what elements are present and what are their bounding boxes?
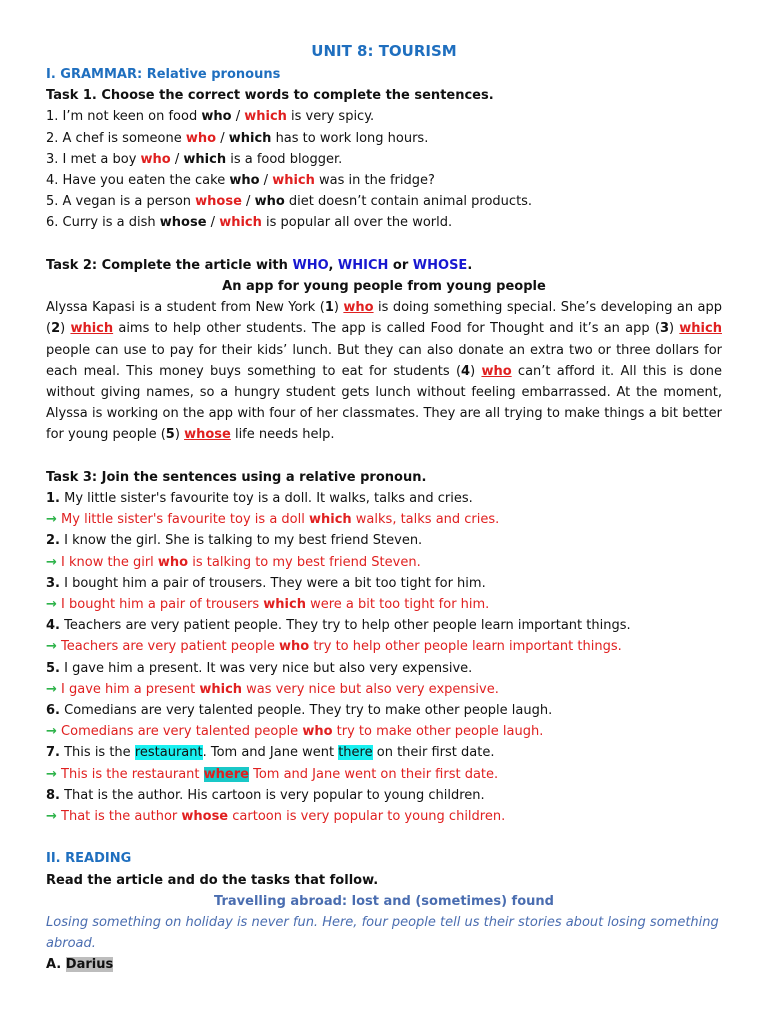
task1-item: 3. I met a boy who / which is a food blogger. <box>46 151 343 167</box>
task3-answer <box>46 594 722 615</box>
task1-item: 5. A vegan is a person whose / who diet doesn’t contain animal products. <box>46 194 533 210</box>
task2-heading <box>46 255 722 276</box>
body-text: ) <box>333 300 344 316</box>
separator: . <box>467 257 473 273</box>
grammar-heading: I. GRAMMAR: Relative pronouns <box>46 67 281 82</box>
answer-text: Tom and Jane went on their first date. <box>248 766 499 782</box>
question-number: 3. <box>46 575 60 591</box>
reading-heading: II. READING <box>46 851 132 867</box>
arrow-right-icon: → <box>46 639 57 655</box>
answer-1: who <box>343 300 374 316</box>
task3-question <box>46 530 722 551</box>
keyword-which: WHICH <box>337 257 389 273</box>
body-text: ) <box>668 321 680 337</box>
answer-pronoun: which <box>263 597 306 613</box>
gap-number: 1 <box>324 300 334 316</box>
answer-text: is talking to my best friend Steven. <box>188 554 421 570</box>
task3-question <box>46 700 722 721</box>
separator: or <box>388 257 413 273</box>
arrow-right-icon: → <box>46 724 57 740</box>
reading-intro: Losing something on holiday is never fun. Here, four people tell us their stories about losing something abroad. <box>46 915 719 952</box>
task3-list <box>46 488 722 827</box>
body-text: Alyssa Kapasi is a student from New York ( <box>46 300 325 316</box>
gap-number: 5 <box>165 427 175 443</box>
reading-article-title: Travelling abroad: lost and (sometimes) found <box>214 893 554 909</box>
item-text: is popular all over the world. <box>261 215 453 231</box>
answer-pronoun: whose <box>181 809 229 825</box>
question-text: My little sister's favourite toy is a doll. It walks, talks and cries. <box>59 491 473 507</box>
task3-answer <box>46 764 722 785</box>
task3-answer <box>46 552 722 573</box>
task3-question <box>46 785 722 806</box>
question-text: Comedians are very talented people. They try to make other people laugh. <box>59 703 553 719</box>
body-text: can’t afford it. All this is done without giving names, so a hungry student gets lunch without feeling embarrassed. At the moment, Alyssa is working on the app with four of her classmates. They are all trying to make things a bit better for young people ( <box>46 363 722 443</box>
option-which: which <box>183 151 227 167</box>
item-text: 6. Curry is a dish <box>46 215 160 231</box>
question-text: I gave him a present. It was very nice but also very expensive. <box>59 660 473 676</box>
option-who: who <box>254 194 285 210</box>
item-text: is very spicy. <box>286 109 375 125</box>
answer-pronoun: which <box>308 512 352 528</box>
gap-number: 4 <box>461 363 471 379</box>
question-text: This is the <box>59 745 135 761</box>
unit-title: UNIT 8: TOURISM <box>311 42 457 60</box>
answer-text: I know the girl <box>56 554 158 570</box>
answer-4: who <box>481 363 512 379</box>
question-text: I know the girl. She is talking to my best friend Steven. <box>59 533 423 549</box>
task3-question <box>46 658 722 679</box>
option-whose-correct: whose <box>195 194 242 210</box>
task3-answer <box>46 509 722 530</box>
keyword-whose: WHOSE <box>412 257 468 273</box>
answer-text: Comedians are very talented people <box>56 724 303 740</box>
task3-answer <box>46 636 722 657</box>
answer-text: My little sister's favourite toy is a doll <box>56 512 309 528</box>
answer-3: which <box>679 321 722 337</box>
question-text: on their first date. <box>372 745 495 761</box>
arrow-right-icon: → <box>46 766 57 782</box>
reading-instruction: Read the article and do the tasks that follow. <box>46 872 379 888</box>
task3-answer <box>46 721 722 742</box>
task3-answer <box>46 679 722 700</box>
item-text: was in the fridge? <box>314 173 435 189</box>
gap-number: 3 <box>659 321 669 337</box>
item-text: has to work long hours. <box>271 130 429 146</box>
question-text: I bought him a pair of trousers. They were a bit too tight for him. <box>59 575 486 591</box>
question-number: 1. <box>46 491 60 507</box>
answer-5: whose <box>184 427 231 443</box>
separator: , <box>328 257 338 273</box>
answer-pronoun: who <box>157 554 189 570</box>
option-who-correct: who <box>185 130 217 146</box>
answer-text: cartoon is very popular to young children. <box>228 809 506 825</box>
answer-text: try to help other people learn important things. <box>309 639 622 655</box>
reading-person-a <box>46 954 722 975</box>
answer-text: was very nice but also very expensive. <box>242 681 499 697</box>
option-who: who <box>229 173 260 189</box>
arrow-right-icon: → <box>46 597 57 613</box>
question-text: . Tom and Jane went <box>202 745 339 761</box>
answer-2: which <box>70 321 114 337</box>
option-which-correct: which <box>244 109 287 125</box>
question-number: 6. <box>46 703 60 719</box>
question-number: 7. <box>46 745 60 761</box>
body-text: people can use to pay for their kids’ lunch. But they can also donate an extra two or three dollars for each meal. This money buys something to eat for students ( <box>46 342 722 379</box>
answer-text: This is the restaurant <box>56 766 204 782</box>
answer-text: try to make other people laugh. <box>332 724 544 740</box>
question-number: 5. <box>46 660 60 676</box>
task3-question <box>46 742 722 763</box>
highlighted-word: restaurant <box>134 745 203 761</box>
body-text: ) <box>60 321 71 337</box>
answer-text: Teachers are very patient people <box>56 639 279 655</box>
task2-article-body <box>46 297 722 445</box>
item-text: diet doesn’t contain animal products. <box>284 194 533 210</box>
answer-pronoun: which <box>199 681 243 697</box>
body-text: ) <box>174 427 185 443</box>
task1-item: 1. I’m not keen on food who / which is very spicy. <box>46 109 375 125</box>
answer-text: were a bit too tight for him. <box>305 597 490 613</box>
item-text: is a food blogger. <box>226 151 343 167</box>
option-which-correct: which <box>219 215 262 231</box>
question-number: 4. <box>46 618 60 634</box>
task3-question <box>46 488 722 509</box>
answer-text: I bought him a pair of trousers <box>56 597 264 613</box>
question-text: That is the author. His cartoon is very popular to young children. <box>59 787 485 803</box>
task1-item: 2. A chef is someone who / which has to work long hours. <box>46 130 429 146</box>
question-number: 8. <box>46 787 60 803</box>
answer-text: I gave him a present <box>56 681 200 697</box>
arrow-right-icon: → <box>46 554 57 570</box>
answer-text: That is the author <box>56 809 182 825</box>
gap-number: 2 <box>51 321 61 337</box>
answer-pronoun: who <box>278 639 310 655</box>
task2-article-title: An app for young people from young people <box>222 279 546 295</box>
arrow-right-icon: → <box>46 809 57 825</box>
arrow-right-icon: → <box>46 512 57 528</box>
task1-list <box>46 106 722 233</box>
task1-heading: Task 1. Choose the correct words to complete the sentences. <box>46 88 494 104</box>
keyword-who: WHO <box>292 257 329 273</box>
item-text: 2. A chef is someone <box>46 130 186 146</box>
task3-answer <box>46 806 722 827</box>
body-text: life needs help. <box>230 427 335 443</box>
worksheet-page <box>46 40 722 976</box>
option-which: which <box>228 130 272 146</box>
highlighted-word: there <box>338 745 373 761</box>
task1-item: 6. Curry is a dish whose / which is popular all over the world. <box>46 215 453 231</box>
task3-question <box>46 615 722 636</box>
answer-pronoun: who <box>302 724 333 740</box>
task3-heading: Task 3: Join the sentences using a relative pronoun. <box>46 469 427 485</box>
answer-pronoun: where <box>203 766 249 782</box>
heading-text: Task 2: Complete the article with <box>46 257 293 273</box>
task3-question <box>46 573 722 594</box>
item-text: 1. I’m not keen on food <box>46 109 202 125</box>
option-who-correct: who <box>140 151 171 167</box>
item-text: 5. A vegan is a person <box>46 194 196 210</box>
body-text: aims to help other students. The app is called Food for Thought and it’s an app ( <box>113 321 660 337</box>
option-whose: whose <box>159 215 207 231</box>
question-number: 2. <box>46 533 60 549</box>
option-which-correct: which <box>272 173 315 189</box>
person-label: A. <box>46 957 66 973</box>
answer-text: walks, talks and cries. <box>351 512 500 528</box>
person-name: Darius <box>65 957 114 973</box>
item-text: 3. I met a boy <box>46 151 141 167</box>
question-text: Teachers are very patient people. They try to help other people learn important things. <box>59 618 631 634</box>
option-who: who <box>201 109 232 125</box>
arrow-right-icon: → <box>46 681 57 697</box>
body-text: is doing something special. She’s developing an app ( <box>46 300 722 337</box>
task1-item: 4. Have you eaten the cake who / which was in the fridge? <box>46 173 435 189</box>
body-text: ) <box>470 363 482 379</box>
item-text: 4. Have you eaten the cake <box>46 173 230 189</box>
